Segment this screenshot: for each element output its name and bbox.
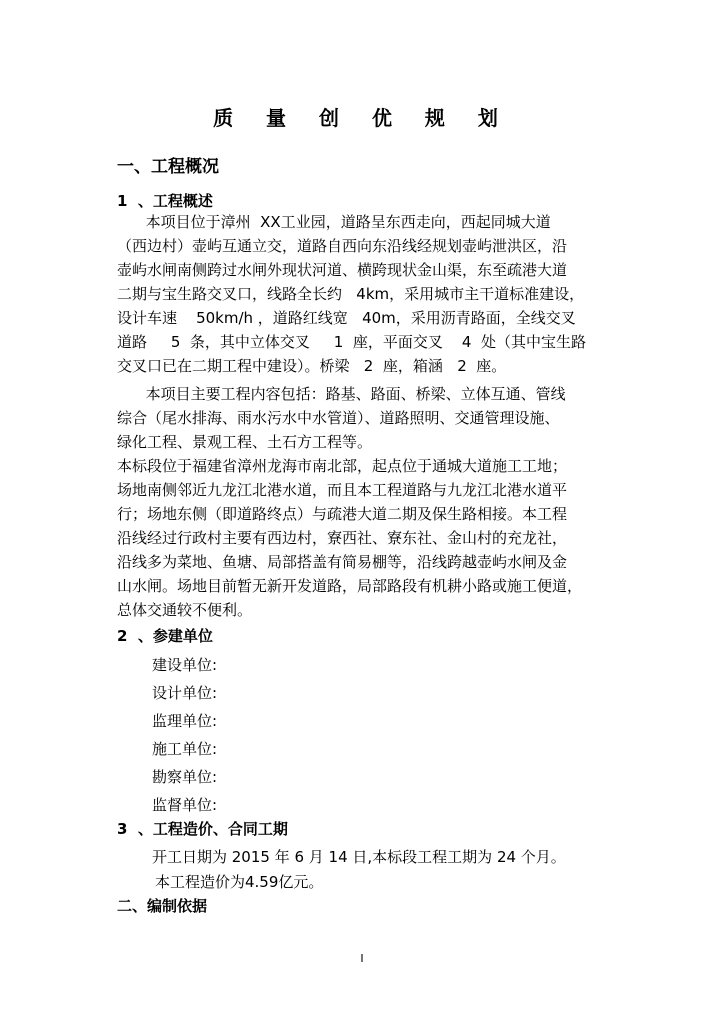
- text-line: 二期与宝生路交叉口，线路全长约 4km，采用城市主干道标准建设，: [117, 285, 585, 303]
- field-construction-unit: 建设单位:: [152, 656, 218, 674]
- field-design-unit: 设计单位:: [152, 684, 218, 702]
- text-line: 沿线多为菜地、鱼塘、局部搭盖有简易棚等，沿线跨越壶屿水闸及金: [117, 553, 568, 571]
- field-oversight-unit: 监督单位:: [152, 796, 218, 814]
- section-heading-basis: 二、编制依据: [117, 897, 208, 915]
- text-line: 山水闸。场地目前暂无新开发道路，局部路段有机耕小路或施工便道，: [117, 577, 583, 595]
- text-line: 绿化工程、景观工程、土石方工程等。: [117, 433, 373, 451]
- document-title: 质 量 创 优 规 划: [213, 106, 511, 130]
- field-supervision-unit: 监理单位:: [152, 712, 218, 730]
- paragraph-main-works: [117, 382, 657, 454]
- text-line: 设计车速 50km/h ，道路红线宽 40m，采用沥青路面，全线交叉: [117, 309, 576, 327]
- subsection-heading-project-summary: 1 、工程概述: [117, 192, 213, 210]
- text-line: 总体交通较不便利。: [117, 601, 253, 619]
- text-line: 本项目主要工程内容包括：路基、路面、桥梁、立体互通、管线: [117, 385, 566, 403]
- subsection-heading-cost-schedule: 3 、工程造价、合同工期: [117, 820, 288, 838]
- text-line: 行；场地东侧（即道路终点）与疏港大道二期及保生路相接。本工程: [117, 505, 568, 523]
- text-line: 交叉口已在二期工程中建设）。桥梁 2 座，箱涵 2 座。: [117, 357, 507, 375]
- paragraph-site-description: [117, 454, 657, 622]
- text-line: （西边村）壶屿互通立交，道路自西向东沿线经规划壶屿泄洪区，沿: [117, 237, 568, 255]
- page-number: I: [360, 952, 364, 965]
- text-line: 本标段位于福建省漳州龙海市南北部，起点位于通城大道施工工地；: [117, 457, 568, 475]
- cost-line: 本工程造价为4.59亿元。: [155, 873, 324, 891]
- paragraph-project-location: [117, 210, 657, 378]
- text-line: 道路 5 条，其中立体交叉 1 座，平面交叉 4 处（其中宝生路: [117, 333, 586, 351]
- text-line: 沿线经过行政村主要有西边村，寮西社、寮东社、金山村的充龙社，: [117, 529, 568, 547]
- text-line: 本项目位于漳州 XX工业园，道路呈东西走向，西起同城大道: [117, 213, 551, 231]
- text-line: 综合（尾水排海、雨水污水中水管道）、道路照明、交通管理设施、: [117, 409, 560, 427]
- schedule-line: 开工日期为 2015 年 6 月 14 日,本标段工程工期为 24 个月。: [152, 848, 566, 866]
- text-line: 壶屿水闸南侧跨过水闸外现状河道、横跨现状金山渠，东至疏港大道: [117, 261, 568, 279]
- field-survey-unit: 勘察单位:: [152, 768, 218, 786]
- section-heading-overview: 一、工程概况: [117, 157, 219, 177]
- field-contractor-unit: 施工单位:: [152, 740, 218, 758]
- subsection-heading-participants: 2 、参建单位: [117, 627, 213, 645]
- text-line: 场地南侧邻近九龙江北港水道，而且本工程道路与九龙江北港水道平: [117, 481, 568, 499]
